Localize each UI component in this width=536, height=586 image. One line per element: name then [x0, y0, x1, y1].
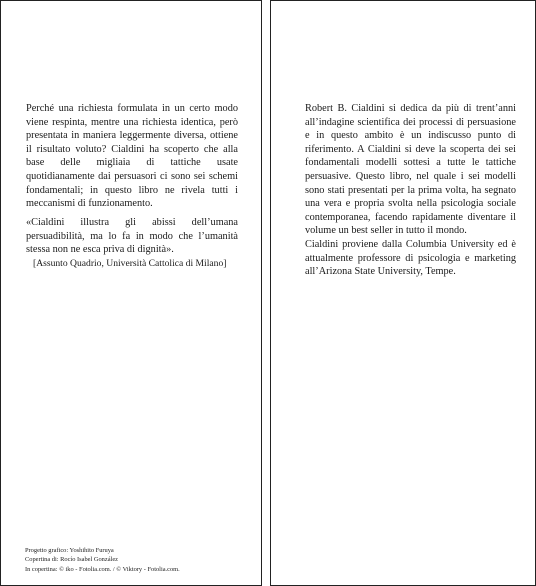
bio-text-block [305, 102, 516, 279]
quote-block [26, 216, 238, 257]
review-quote: «Cialdini illustra gli abissi dell’umana persuadibilità, ma lo fa in modo che l’umanità stessa non ne esca priva di dignità». [26, 217, 238, 256]
cover-credit: Copertina di: Rocío Isabel González [25, 556, 118, 564]
design-credit: Progetto grafico: Yoshihito Furuya [25, 547, 114, 554]
left-flap [0, 0, 262, 586]
author-bio-paragraph: Robert B. Cialdini si dedica da più di trent’anni all’indagine scientifica dei processi di persuasione e in questo ambito è un indiscusso punto di riferimento. A Cialdini si deve la scoperta dei sei fondamentali modelli sottesi a tutte le tattiche persuasive. Questo libro, nel quale i sei modelli sono stati presentati per la prima volta, ha segnato una vera e propria svolta nella psicologia sociale contemporanea, facendo rapidamente diventare il volume un best seller in tutto il mondo. [305, 103, 516, 237]
right-flap [270, 0, 536, 586]
cover-image-credit: In copertina: © iko - Fotolia.com. / © Viktory - Fotolia.com. [25, 565, 180, 573]
credits-block [25, 546, 255, 574]
quote-attribution: [Assunto Quadrio, Università Cattolica di Milano] [33, 258, 227, 269]
author-affiliation-paragraph: Cialdini proviene dalla Columbia University ed è attualmente professore di psicologia e marketing all’Arizona State University, Tempe. [305, 238, 516, 278]
fold-gutter [262, 0, 270, 586]
intro-text-block [26, 102, 238, 211]
intro-paragraph: Perché una richiesta formulata in un certo modo viene respinta, mentre una richiesta identica, però presentata in maniera leggermente diversa, ottiene il risultato voluto? Cialdini ha scoperto che alla base delle migliaia di tattiche usate quotidianamente dai persuasori ci sono sei schemi fondamentali; in questo libro ne rivela tutti i meccanismi di funzionamento. [26, 103, 238, 210]
